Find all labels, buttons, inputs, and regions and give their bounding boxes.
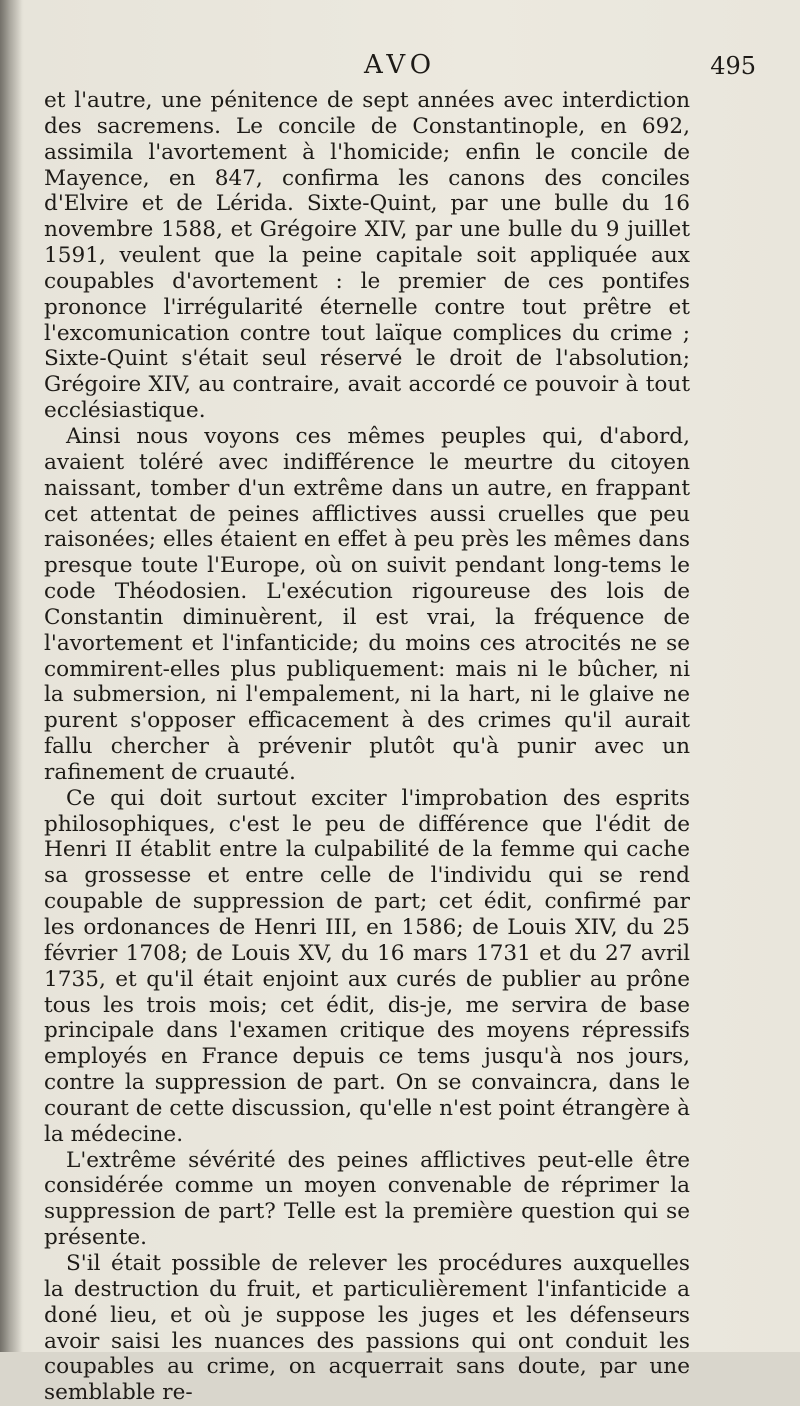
paragraph: Ainsi nous voyons ces mêmes peuples qui, d'abord, avaient toléré avec indifférence le meurtre du citoyen naissant, tomber d'un extrême dans un autre, en frappant cet attentat de peines afflictives aussi cruelles que peu raisonées; elles étaient en effet à peu près les mêmes dans presque toute l'Europe, où on suivit pendant long-tems le code Théodosien. L'exécution rigoureuse des lois de Constantin diminuèrent, il est vrai, la fréquence de l'avortement et l'infanticide; du moins ces atrocités ne se commirent-elles plus publiquement: mais ni le bûcher, ni la submersion, ni l'empalement, ni la hart, ni le glaive ne purent s'opposer efficacement à des crimes qu'il aurait fallu chercher à prévenir plutôt qu'à punir avec un rafinement de cruauté. [44, 423, 690, 785]
paragraph: L'extrême sévérité des peines afflictives peut-elle être considérée comme un moyen convenable de réprimer la suppression de part? Telle est la première question qui se présente. [44, 1147, 690, 1251]
page-header [40, 50, 760, 90]
page-number: 495 [710, 52, 756, 80]
body-text [44, 88, 690, 1406]
paragraph-continuation: et l'autre, une pénitence de sept années avec interdiction des sacremens. Le concile de Constantinople, en 692, assimila l'avortement à l'homicide; enfin le concile de Mayence, en 847, confirma les canons des conciles d'Elvire et de Lérida. Sixte-Quint, par une bulle du 16 novembre 1588, et Grégoire XIV, par une bulle du 9 juillet 1591, veulent que la peine capitale soit appliquée aux coupables d'avortement : le premier de ces pontifes prononce l'irrégularité éternelle contre tout prêtre et l'excomunication contre tout laïque complices du crime ; Sixte-Quint s'était seul réservé le droit de l'absolution; Grégoire XIV, au contraire, avait accordé ce pouvoir à tout ecclésiastique. [44, 88, 690, 424]
running-head: AVO [363, 50, 437, 80]
spine-shadow [0, 0, 22, 1352]
paragraph: Ce qui doit surtout exciter l'improbation des esprits philosophiques, c'est le peu de différence que l'édit de Henri II établit entre la culpabilité de la femme qui cache sa grossesse et entre celle de l'individu qui se rend coupable de suppression de part; cet édit, confirmé par les ordonances de Henri III, en 1586; de Louis XIV, du 25 février 1708; de Louis XV, du 16 mars 1731 et du 27 avril 1735, et qu'il était enjoint aux curés de publier au prône tous les trois mois; cet édit, dis-je, me servira de base principale dans l'examen critique des moyens répressifs employés en France depuis ce tems jusqu'à nos jours, contre la suppression de part. On se convaincra, dans le courant de cette discussion, qu'elle n'est point étrangère à la médecine. [44, 785, 690, 1147]
paragraph: S'il était possible de relever les procédures auxquelles la destruction du fruit, et particulièrement l'infanticide a doné lieu, et où je suppose les juges et les défenseurs avoir saisi les nuances des passions qui ont conduit les coupables au crime, on acquerrait sans doute, par une semblable re- [44, 1250, 690, 1406]
